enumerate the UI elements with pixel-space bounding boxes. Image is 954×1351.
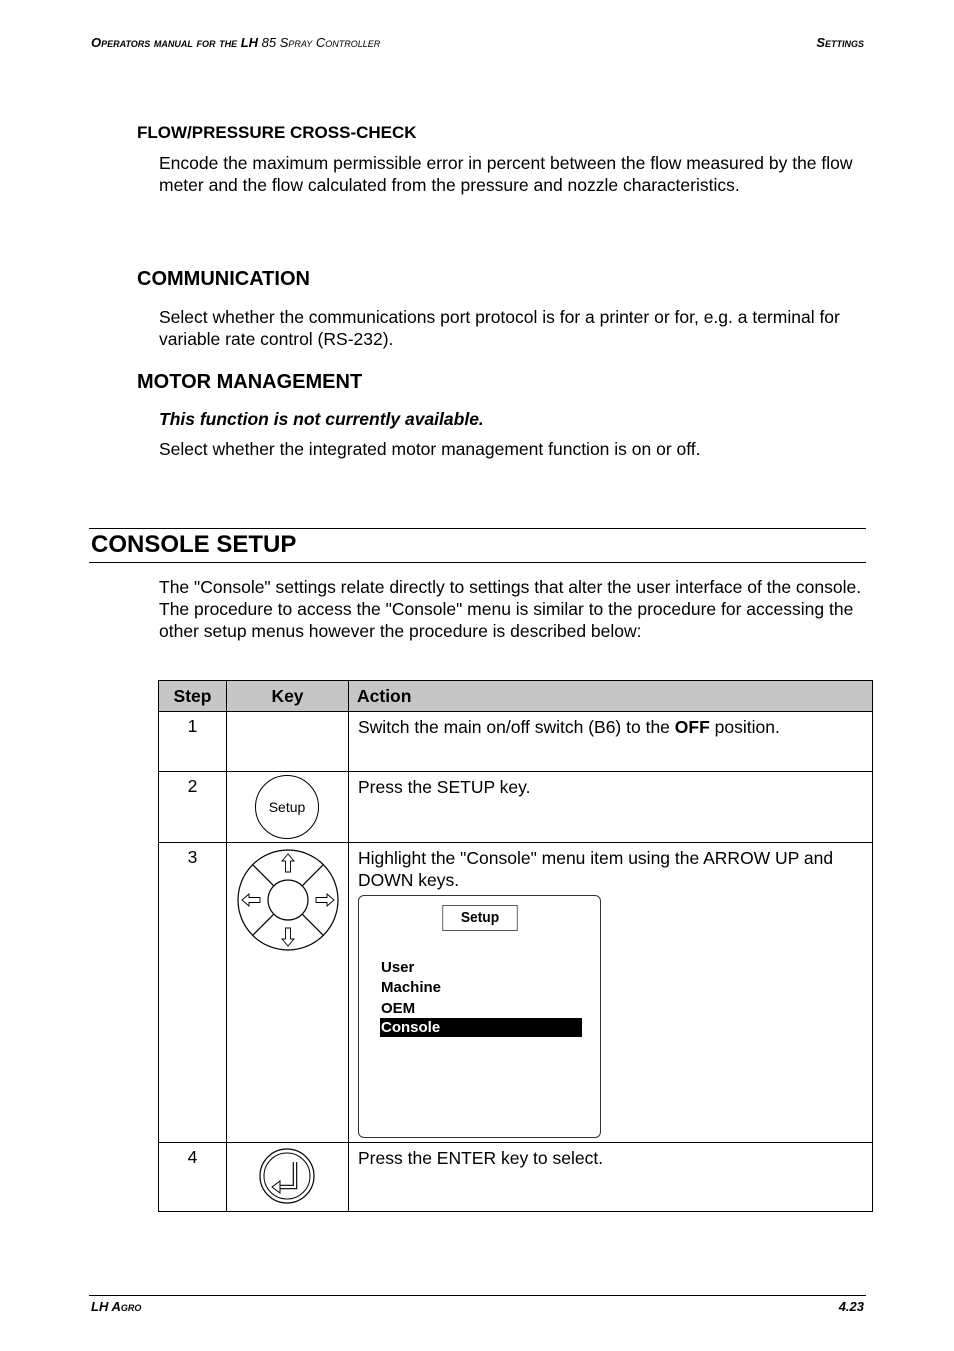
enter-key-icon <box>258 1147 316 1205</box>
motor-management-heading: MOTOR MANAGEMENT <box>137 371 363 393</box>
key-cell <box>227 1143 349 1212</box>
step-number: 1 <box>159 712 227 772</box>
footer-company: LH Agro <box>91 1299 142 1314</box>
communication-text: Select whether the communications port protocol is for a printer or for, e.g. a terminal for variable rate control (RS-232). <box>159 307 840 349</box>
lcd-menu-item-oem: OEM <box>381 1000 416 1017</box>
arrow-pad-icon <box>236 848 340 952</box>
lcd-menu-item-machine: Machine <box>381 979 442 996</box>
column-header-step: Step <box>159 681 227 712</box>
table-header-row <box>159 681 873 712</box>
step-action <box>349 843 873 1143</box>
key-cell <box>227 843 349 1143</box>
setup-key-icon: Setup <box>255 775 319 839</box>
step-action: Press the ENTER key to select. <box>349 1143 873 1212</box>
lcd-display <box>358 895 601 1138</box>
table-row <box>159 1143 873 1212</box>
lcd-menu-item-console-selected: Console <box>380 1018 582 1037</box>
key-cell <box>227 772 349 843</box>
motor-management-note: This function is not currently available. <box>159 409 484 429</box>
page-number: 4.23 <box>838 1299 864 1314</box>
table-row <box>159 772 873 843</box>
column-header-key: Key <box>227 681 349 712</box>
motor-management-text: Select whether the integrated motor management function is on or off. <box>159 439 701 459</box>
flow-check-text: Encode the maximum permissible error in percent between the flow measured by the flow meter and the flow calculated from the pressure and nozzle characteristics. <box>159 153 853 195</box>
console-setup-heading: CONSOLE SETUP <box>91 531 297 558</box>
communication-heading: COMMUNICATION <box>137 268 310 290</box>
running-header-title: Operators manual for the LH 85 Spray Controller <box>91 35 381 50</box>
step-action: Switch the main on/off switch (B6) to the OFF position. <box>349 712 873 772</box>
key-cell-empty <box>227 712 349 772</box>
step-action: Press the SETUP key. <box>349 772 873 843</box>
procedure-table <box>158 680 873 1212</box>
lcd-menu-title: Setup <box>442 905 517 931</box>
table-row <box>159 712 873 772</box>
lcd-menu-item-user: User <box>381 959 415 976</box>
flow-check-heading: FLOW/PRESSURE CROSS-CHECK <box>137 123 417 142</box>
console-setup-intro: The "Console" settings relate directly to settings that alter the user interface of the console. The procedure to access the "Console" menu is similar to the procedure for accessing the other setup menus however the procedure is described below: <box>159 577 862 641</box>
table-row <box>159 843 873 1143</box>
section-rule-top <box>89 528 866 529</box>
step-number: 4 <box>159 1143 227 1212</box>
step-action-text: Highlight the "Console" menu item using the ARROW UP and DOWN keys. <box>358 848 834 890</box>
footer-rule <box>89 1295 866 1296</box>
running-header-section: Settings <box>816 35 864 50</box>
section-rule-bottom <box>89 562 866 563</box>
column-header-action: Action <box>349 681 873 712</box>
step-number: 2 <box>159 772 227 843</box>
step-number: 3 <box>159 843 227 1143</box>
